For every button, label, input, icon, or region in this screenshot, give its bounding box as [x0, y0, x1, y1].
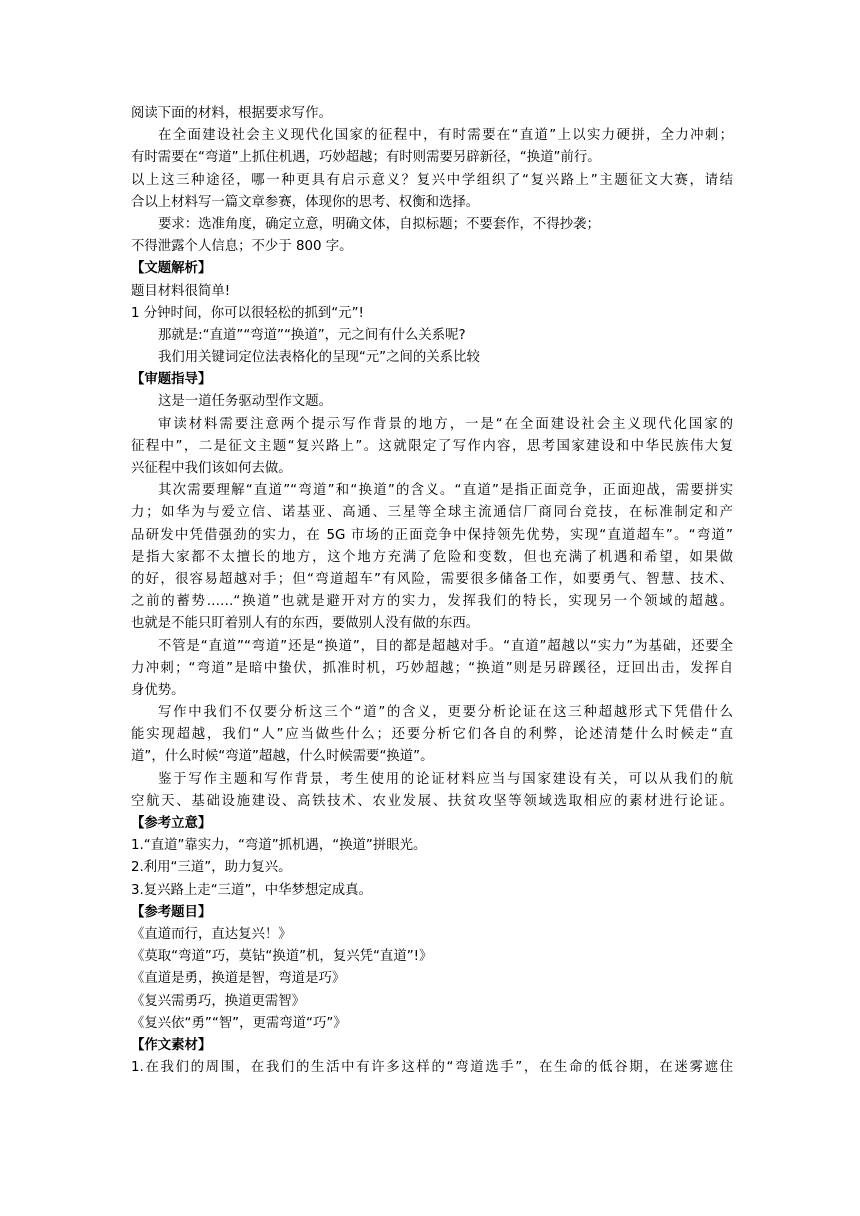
text-line: 力；如华为与爱立信、诺基亚、高通、三星等全球主流通信厂商同台竞技，在标准制定和产 [131, 505, 733, 521]
text-line: 阅读下面的材料，根据要求写作。 [131, 106, 332, 121]
text-line: 不管是“直道”“弯道”还是“换道”，目的都是超越对手。“直道”超越以“实力”为基础，还要全 [158, 638, 733, 654]
section-heading: 【文题解析】 [131, 261, 212, 277]
text-line: 能实现超越，我们“人”应当做些什么；还要分析它们各自的利弊，论述清楚什么时候走“直 [131, 727, 733, 743]
document-body [131, 103, 733, 1079]
text-line: 也就是不能只盯着别人有的东西，要做别人没有做的东西。 [131, 616, 480, 632]
text-line: 之前的蓄势……“换道”也就是避开对方的实力，发挥我们的特长，实现另一个领域的超越。 [131, 594, 733, 610]
text-line: 审读材料需要注意两个提示写作背景的地方，一是“在全面建设社会主义现代化国家的 [158, 416, 733, 432]
text-line: 的好，很容易超越对手；但“弯道超车”有风险，需要很多储备工作，如要勇气、智慧、技术、 [131, 571, 733, 587]
text-line: 兴征程中我们该如何去做。 [131, 461, 292, 476]
text-line: 不得泄露个人信息；不少于 800 字。 [131, 239, 353, 255]
text-line: 征程中”，二是征文主题“复兴路上”。这就限定了写作内容，思考国家建设和中华民族伟大复 [131, 438, 733, 454]
text-line: 《莫取“弯道”巧，莫钻“换道”机，复兴凭“直道”!》 [131, 949, 433, 965]
text-line: 3.复兴路上走“三道”，中华梦想定成真。 [131, 882, 372, 898]
text-line: 1.在我们的周围，在我们的生活中有许多这样的“弯道选手”，在生命的低谷期，在迷雾遮住 [131, 1060, 733, 1076]
text-line: 2.利用“三道”，助力复兴。 [131, 860, 292, 876]
text-line: 《直道而行，直达复兴！》 [131, 926, 292, 942]
text-line: 空航天、基础设施建设、高铁技术、农业发展、扶贫攻坚等领域选取相应的素材进行论证。 [131, 793, 733, 809]
text-line: 《复兴需勇巧，换道更需智》 [131, 993, 306, 1009]
text-line: 鉴于写作主题和写作背景，考生使用的论证材料应当与国家建设有关，可以从我们的航 [158, 771, 733, 787]
section-heading: 【参考立意】 [131, 816, 212, 831]
text-line: 我们用关键词定位法表格化的呈现“元”之间的关系比较 [158, 350, 480, 366]
text-line: 品研发中凭借强劲的实力，在 5G 市场的正面竞争中保持领先优势，实现“直道超车”。“弯道” [131, 527, 733, 543]
text-line: 要求：选准角度，确定立意，明确文体，自拟标题；不要套作，不得抄袭； [158, 216, 600, 232]
text-line: 《复兴依“勇”“智”，更需弯道“巧”》 [131, 1015, 347, 1031]
text-line: 合以上材料写一篇文章参赛，体现你的思考、权衡和选择。 [131, 194, 480, 210]
text-line: 《直道是勇，换道是智，弯道是巧》 [131, 971, 346, 987]
text-line: 有时需要在“弯道”上抓住机遇，巧妙超越；有时则需要另辟新径，“换道”前行。 [131, 150, 601, 166]
text-line: 那就是:“直道”“弯道”“换道”，元之间有什么关系呢? [158, 327, 466, 343]
text-line: 1 分钟时间，你可以很轻松的抓到“元”! [131, 305, 364, 321]
text-line: 是指大家都不太擅长的地方，这个地方充满了危险和变数，但也充满了机遇和希望，如果做 [131, 549, 733, 565]
text-line: 身优势。 [131, 682, 185, 698]
text-line: 这是一道任务驱动型作文题。 [158, 394, 333, 410]
text-line: 以上这三种途径，哪一种更具有启示意义？复兴中学组织了“复兴路上”主题征文大赛，请结 [131, 172, 733, 188]
text-line: 1.“直道”靠实力，“弯道”抓机遇，“换道”拼眼光。 [131, 838, 427, 854]
text-line: 在全面建设社会主义现代化国家的征程中，有时需要在“直道”上以实力硬拼，全力冲刺； [158, 128, 733, 144]
text-line: 题目材料很简单! [131, 283, 231, 299]
section-heading: 【作文素材】 [131, 1037, 212, 1053]
section-heading: 【参考题目】 [131, 904, 212, 920]
section-heading: 【审题指导】 [131, 372, 212, 388]
text-line: 写作中我们不仅要分析这三个“道”的含义，更要分析论证在这三种超越形式下凭借什么 [158, 705, 733, 721]
text-line: 道”，什么时候“弯道”超越，什么时候需要“换道”。 [131, 749, 434, 765]
text-line: 其次需要理解“直道”“弯道”和“换道”的含义。“直道”是指正面竞争，正面迎战，需要拼实 [158, 483, 733, 499]
text-line: 力冲刺；“弯道”是暗中蛰伏，抓准时机，巧妙超越；“换道”则是另辟蹊径，迂回出击，发挥自 [131, 660, 733, 676]
